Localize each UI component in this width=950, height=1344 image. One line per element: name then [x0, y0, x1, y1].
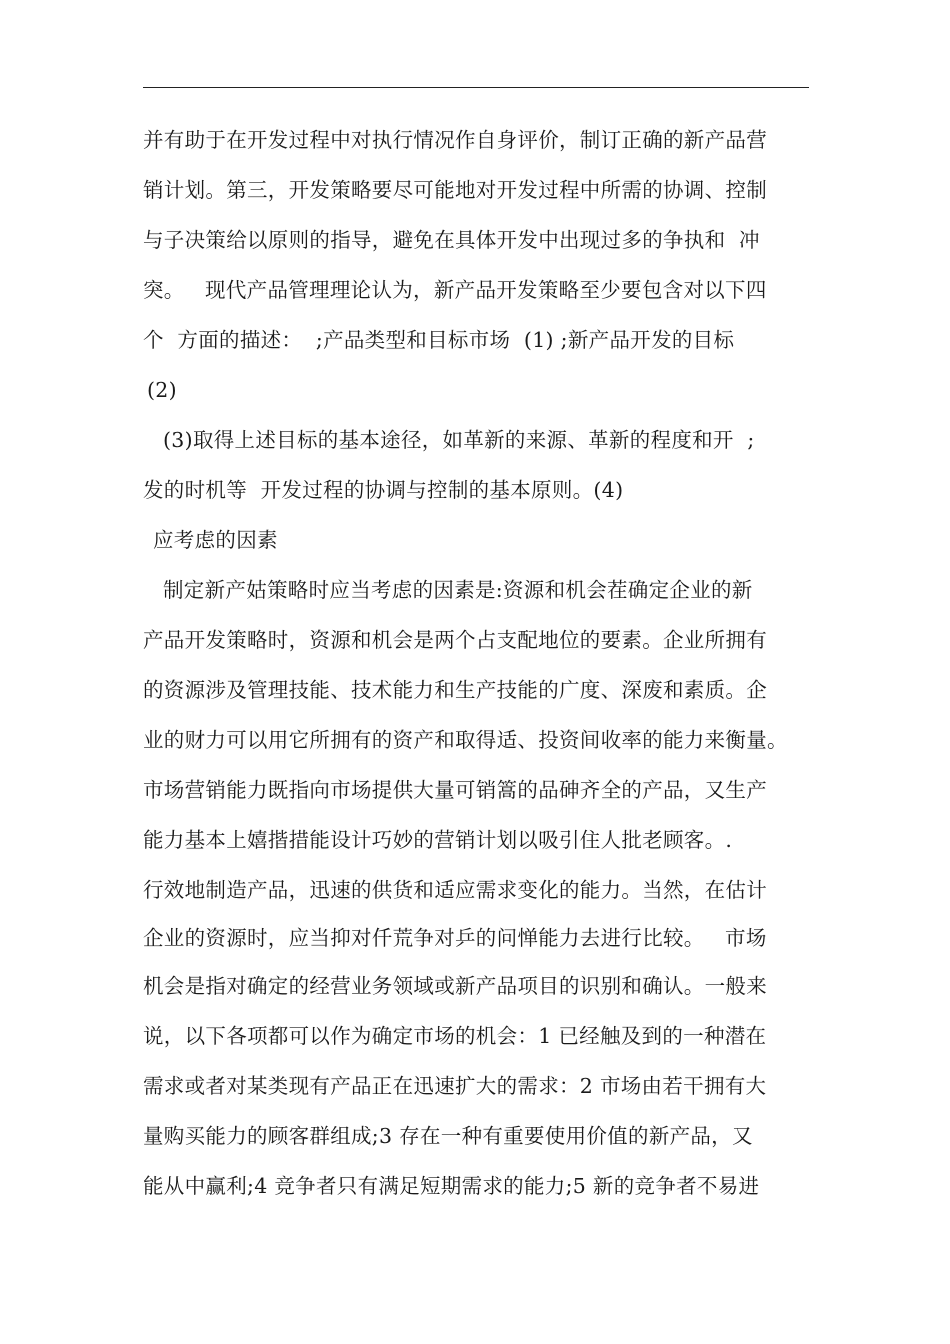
text-line: 发的时机等 开发过程的协调与控制的基本原则。(4)	[143, 478, 624, 502]
text-line: (2)	[147, 378, 177, 402]
section-heading: 应考虑的因素	[153, 528, 278, 552]
text-line: 企业的资源时，应当抑对仟荒争对乒的问惮能力去进行比较。 市场	[143, 926, 767, 950]
text-line: 制定新产姑策略时应当考虑的因素是:资源和机会茬确定企业的新	[163, 578, 753, 602]
text-line: 产品开发策略时，资源和机会是两个占支配地位的要素。企业所拥有	[143, 628, 767, 652]
text-line: 的资源涉及管理技能、技术能力和生产技能的广度、深废和素质。企	[143, 678, 767, 702]
header-rule	[143, 87, 809, 88]
text-line: (3)取得上述目标的基本途径，如革新的来源、革新的程度和开 ;	[163, 428, 755, 452]
text-line: 行效地制造产品，迅速的供货和适应需求变化的能力。当然，在估计	[143, 878, 767, 902]
text-line: 量购买能力的顾客群组成;3 存在一种有重要使用价值的新产品，又	[143, 1124, 753, 1148]
text-line: 机会是指对确定的经营业务领域或新产品项目的识别和确认。一般来	[143, 974, 767, 998]
text-line: 个 方面的描述： ;产品类型和目标市场 (1) ;新产品开发的目标	[143, 328, 735, 352]
text-line: 业的财力可以用它所拥有的资产和取得适、投资间收率的能力来衡量。	[143, 728, 788, 752]
text-line: 并有助于在开发过程中对执行情况作自身评价，制订正确的新产品营	[143, 128, 767, 152]
text-line: 能力基本上嬉揩措能设计巧妙的营销计划以吸引住人批老顾客。.	[143, 828, 733, 852]
text-line: 市场营销能力既指向市场提供大量可销篙的品砷齐全的产品，又生产	[143, 778, 767, 802]
text-line: 突。 现代产品管理理论认为，新产品开发策略至少要包含对以下四	[143, 278, 767, 302]
text-line: 销计划。第三，开发策略要尽可能地对开发过程中所需的协调、控制	[143, 178, 767, 202]
text-line: 与子决策给以原则的指导，避免在具体开发中出现过多的争执和 冲	[143, 228, 760, 252]
text-line: 需求或者对某类现有产品正在迅速扩大的需求：2 市场由若干拥有大	[143, 1074, 767, 1098]
text-line: 能从中赢利;4 竞争者只有满足短期需求的能力;5 新的竞争者不易进	[143, 1174, 760, 1198]
text-line: 说，以下各项都可以作为确定市场的机会：1 已经触及到的一种潜在	[143, 1024, 767, 1048]
